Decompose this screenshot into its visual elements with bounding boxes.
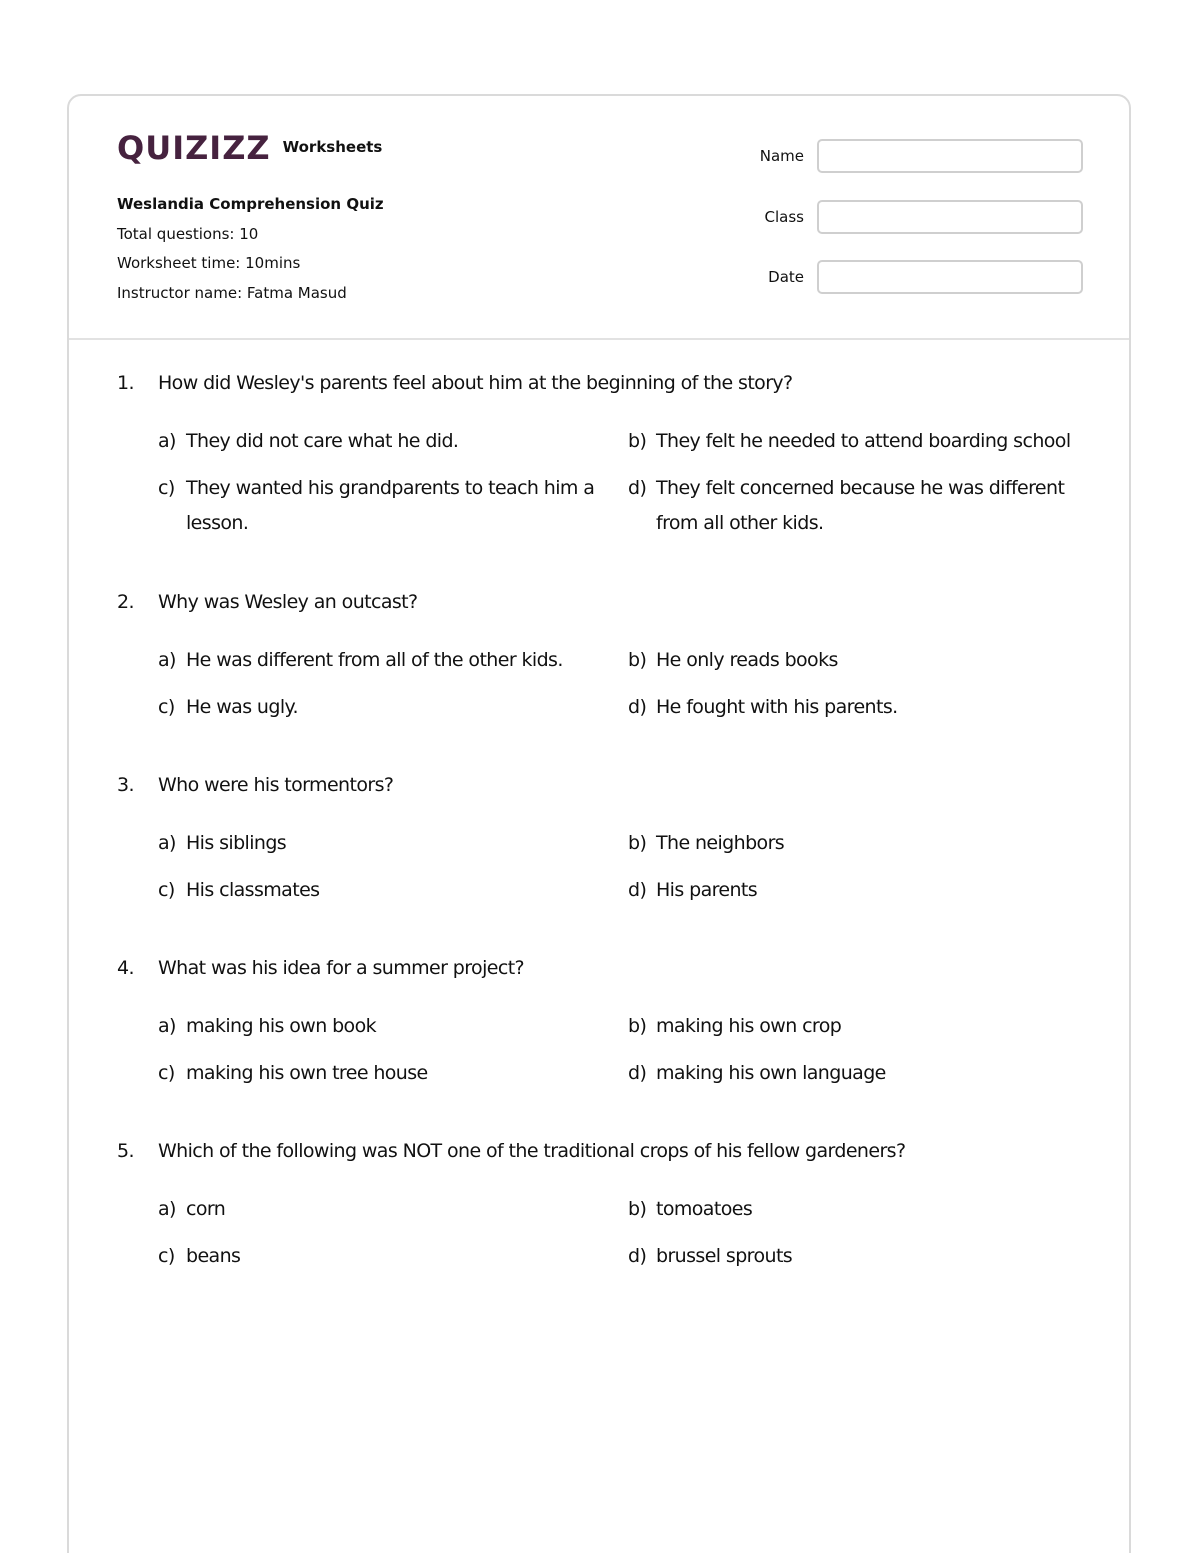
option-b[interactable] <box>628 643 1088 678</box>
brand <box>117 130 382 166</box>
question-4 <box>117 953 1087 1091</box>
option-text: He was different from all of the other kids. <box>186 649 563 671</box>
option-letter: a) <box>158 1198 176 1220</box>
option-letter: a) <box>158 1015 176 1037</box>
option-letter: c) <box>158 696 175 718</box>
option-d[interactable] <box>628 471 1088 541</box>
worksheet-title: Weslandia Comprehension Quiz <box>117 195 384 213</box>
option-text: His siblings <box>186 832 287 854</box>
option-b[interactable] <box>628 1192 1088 1227</box>
question-3 <box>117 770 1087 908</box>
option-text: beans <box>186 1245 241 1267</box>
option-a[interactable] <box>158 826 628 861</box>
option-a[interactable] <box>158 1009 628 1044</box>
header-divider <box>69 338 1129 340</box>
question-header <box>117 953 1087 983</box>
option-letter: a) <box>158 649 176 671</box>
question-5 <box>117 1136 1087 1274</box>
option-text: He was ugly. <box>186 696 298 718</box>
option-text: making his own language <box>656 1062 886 1084</box>
option-letter: b) <box>628 1015 647 1037</box>
name-field-row <box>723 138 1083 174</box>
question-number: 1. <box>117 372 134 394</box>
option-text: They felt concerned because he was different from all other kids. <box>656 477 1065 534</box>
option-letter: d) <box>628 1245 647 1267</box>
option-letter: c) <box>158 1062 175 1084</box>
option-d[interactable] <box>628 1239 1088 1274</box>
option-letter: c) <box>158 477 175 499</box>
option-text: making his own book <box>186 1015 376 1037</box>
question-number: 4. <box>117 957 134 979</box>
total-questions: Total questions: 10 <box>117 224 259 243</box>
option-text: making his own tree house <box>186 1062 428 1084</box>
option-letter: d) <box>628 879 647 901</box>
question-header <box>117 587 1087 617</box>
option-letter: c) <box>158 879 175 901</box>
option-letter: d) <box>628 477 647 499</box>
option-text: The neighbors <box>656 832 785 854</box>
question-text: Why was Wesley an outcast? <box>158 591 418 613</box>
option-text: He only reads books <box>656 649 838 671</box>
option-text: He fought with his parents. <box>656 696 898 718</box>
option-text: They wanted his grandparents to teach him a lesson. <box>186 477 595 534</box>
option-b[interactable] <box>628 1009 1088 1044</box>
question-text: What was his idea for a summer project? <box>158 957 525 979</box>
question-number: 5. <box>117 1140 134 1162</box>
option-d[interactable] <box>628 690 1088 725</box>
question-text: Which of the following was NOT one of the traditional crops of his fellow gardeners? <box>158 1140 906 1162</box>
option-letter: c) <box>158 1245 175 1267</box>
option-letter: a) <box>158 832 176 854</box>
quizizz-logo: QUIZIZZ <box>117 129 271 167</box>
question-list <box>117 368 1087 1274</box>
question-header <box>117 368 1087 398</box>
option-d[interactable] <box>628 873 1088 908</box>
option-a[interactable] <box>158 1192 628 1227</box>
date-field[interactable] <box>817 260 1083 294</box>
option-letter: d) <box>628 1062 647 1084</box>
question-text: Who were his tormentors? <box>158 774 394 796</box>
option-letter: b) <box>628 430 647 452</box>
option-c[interactable] <box>158 1239 628 1274</box>
option-text: They felt he needed to attend boarding school <box>656 430 1071 452</box>
option-text: corn <box>186 1198 226 1220</box>
name-label: Name <box>759 147 804 165</box>
answer-options <box>158 826 1087 908</box>
question-text: How did Wesley's parents feel about him at the beginning of the story? <box>158 372 793 394</box>
student-fields <box>723 138 1083 320</box>
option-text: brussel sprouts <box>656 1245 793 1267</box>
option-letter: a) <box>158 430 176 452</box>
date-label: Date <box>768 268 804 286</box>
option-c[interactable] <box>158 471 628 541</box>
option-a[interactable] <box>158 643 628 678</box>
option-text: They did not care what he did. <box>186 430 459 452</box>
answer-options <box>158 424 1087 541</box>
option-b[interactable] <box>628 424 1088 459</box>
option-c[interactable] <box>158 690 628 725</box>
class-field-row <box>723 199 1083 235</box>
date-field-row <box>723 259 1083 295</box>
question-1 <box>117 368 1087 541</box>
option-text: His parents <box>656 879 758 901</box>
question-2 <box>117 587 1087 725</box>
option-b[interactable] <box>628 826 1088 861</box>
question-number: 3. <box>117 774 134 796</box>
worksheet-meta <box>117 190 384 308</box>
instructor-name: Instructor name: Fatma Masud <box>117 283 347 302</box>
answer-options <box>158 1009 1087 1091</box>
class-label: Class <box>764 207 804 226</box>
worksheet-time: Worksheet time: 10mins <box>117 254 301 272</box>
option-c[interactable] <box>158 873 628 908</box>
option-d[interactable] <box>628 1056 1088 1091</box>
option-letter: d) <box>628 696 647 718</box>
option-letter: b) <box>628 649 647 671</box>
question-number: 2. <box>117 591 134 613</box>
option-letter: b) <box>628 832 647 854</box>
answer-options <box>158 1192 1087 1274</box>
answer-options <box>158 643 1087 725</box>
option-letter: b) <box>628 1198 647 1220</box>
class-field[interactable] <box>817 200 1083 234</box>
option-a[interactable] <box>158 424 628 459</box>
question-header <box>117 770 1087 800</box>
option-c[interactable] <box>158 1056 628 1091</box>
name-field[interactable] <box>817 139 1083 173</box>
option-text: His classmates <box>186 879 320 901</box>
worksheets-label: Worksheets <box>282 138 383 156</box>
option-text: tomoatoes <box>656 1198 753 1220</box>
option-text: making his own crop <box>656 1015 842 1037</box>
question-header <box>117 1136 1087 1166</box>
worksheet <box>67 94 1131 1553</box>
